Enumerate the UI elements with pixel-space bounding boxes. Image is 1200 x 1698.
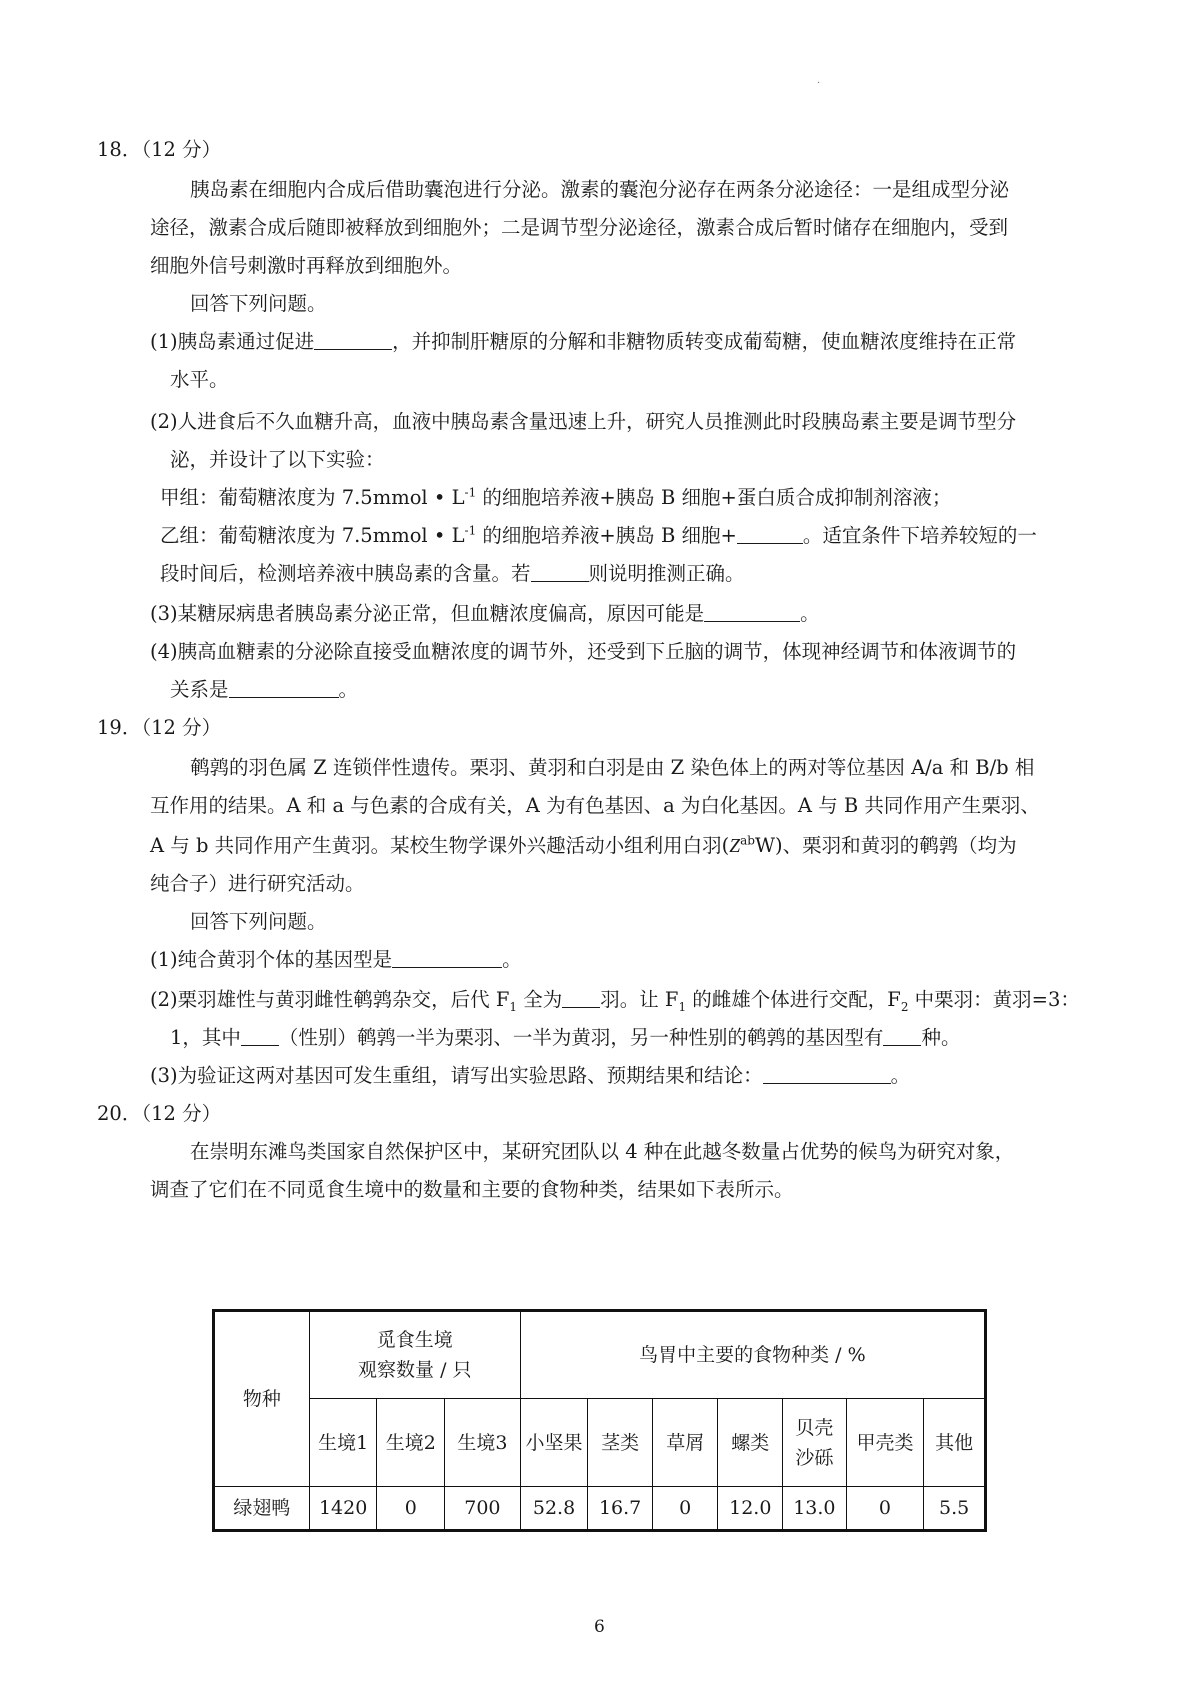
q19-part-1 xyxy=(150,945,522,975)
q19-p2-text-a: (2)栗羽雄性与黄羽雌性鹌鹑杂交，后代 F xyxy=(150,988,510,1011)
column-header: 其他 xyxy=(924,1399,986,1487)
q20-number: 20．（12 分） xyxy=(97,1102,222,1125)
table-cell: 12.0 xyxy=(718,1487,783,1531)
yi-text-b: 的细胞培养液+胰岛 B 细胞+ xyxy=(476,524,737,547)
answer-blank[interactable] xyxy=(562,987,600,1008)
column-header: 茎类 xyxy=(588,1399,653,1487)
habitat-header-line-1: 觅食生境 xyxy=(376,1329,453,1351)
q19-p2-line-2 xyxy=(170,1023,960,1053)
habitat-header xyxy=(309,1311,520,1399)
q18-p4-line-1: (4)胰高血糖素的分泌除直接受血糖浓度的调节外，还受到下丘脑的调节，体现神经调节和体液调节的 xyxy=(150,640,1017,663)
q19-prompt: 回答下列问题。 xyxy=(190,910,327,933)
f2-subscript: 2 xyxy=(900,999,909,1014)
genotype-superscript: ab xyxy=(740,833,755,848)
yi-text-c: 。适宜条件下培养较短的一 xyxy=(802,524,1037,547)
q18-p4-line-2 xyxy=(170,675,358,705)
table-cell: 52.8 xyxy=(520,1487,588,1531)
header-dot: · xyxy=(817,78,821,89)
column-header: 小坚果 xyxy=(520,1399,588,1487)
column-header: 草屑 xyxy=(652,1399,718,1487)
yi-exponent: -1 xyxy=(464,523,477,538)
table-header-row-2 xyxy=(214,1399,986,1487)
answer-blank[interactable] xyxy=(314,329,392,350)
table-cell: 13.0 xyxy=(783,1487,847,1531)
column-header: 生境1 xyxy=(309,1399,377,1487)
q18-intro-line-3: 细胞外信号刺激时再释放到细胞外。 xyxy=(150,254,463,277)
q18-p3-text-a: (3)某糖尿病患者胰岛素分泌正常，但血糖浓度偏高，原因可能是 xyxy=(150,602,705,625)
answer-blank[interactable] xyxy=(704,601,800,622)
jia-exponent: -1 xyxy=(464,485,477,500)
q19-part-3 xyxy=(150,1061,910,1091)
q19-intro-line-1: 鹌鹑的羽色属 Z 连锁伴性遗传。栗羽、黄羽和白羽是由 Z 染色体上的两对等位基因 A/a 和 B/b 相 xyxy=(190,756,1035,779)
q19-p1-text-a: (1)纯合黄羽个体的基因型是 xyxy=(150,948,393,971)
row-species: 绿翅鸭 xyxy=(214,1487,310,1531)
answer-blank[interactable] xyxy=(737,523,803,544)
q18-part-3 xyxy=(150,599,820,629)
genotype-z: Z xyxy=(729,836,741,857)
column-header: 生境2 xyxy=(377,1399,445,1487)
q19-p3-text-a: (3)为验证这两对基因可发生重组，请写出实验思路、预期结果和结论： xyxy=(150,1064,763,1087)
table-cell: 16.7 xyxy=(588,1487,653,1531)
table-cell: 1420 xyxy=(309,1487,377,1531)
q18-p3-text-b: 。 xyxy=(800,602,820,625)
q19-p2-text-b: 全为 xyxy=(517,988,563,1011)
q18-intro-line-1: 胰岛素在细胞内合成后借助囊泡进行分泌。激素的囊泡分泌存在两条分泌途径：一是组成型分泌 xyxy=(190,178,1010,201)
jia-text-b: 的细胞培养液+胰岛 B 细胞+蛋白质合成抑制剂溶液； xyxy=(476,486,952,509)
column-header: 螺类 xyxy=(718,1399,783,1487)
species-header: 物种 xyxy=(214,1311,310,1487)
column-header: 甲壳类 xyxy=(846,1399,924,1487)
answer-blank[interactable] xyxy=(229,677,339,698)
q18-p1-text-a: (1)胰岛素通过促进 xyxy=(150,330,315,353)
shell-gravel-line-1: 贝壳 xyxy=(795,1416,834,1439)
page-number: 6 xyxy=(594,1617,605,1637)
q18-p4-text-b: 关系是 xyxy=(170,678,229,701)
q18-p2-line-5 xyxy=(160,559,745,589)
q19-intro-text-a: A 与 b 共同作用产生黄羽。某校生物学课外兴趣活动小组利用白羽 xyxy=(150,834,722,857)
genotype-paren-close: ) xyxy=(775,834,783,857)
q19-p2-text-g: （性别）鹌鹑一半为栗羽、一半为黄羽，另一种性别的鹌鹑的基因型有 xyxy=(278,1026,884,1049)
q19-intro-line-4: 纯合子）进行研究活动。 xyxy=(150,872,365,895)
q19-p2-text-d: 的雌雄个体进行交配，F xyxy=(686,988,901,1011)
table-cell: 5.5 xyxy=(924,1487,986,1531)
bird-food-table xyxy=(212,1309,987,1532)
q19-p2-line-1 xyxy=(150,985,1080,1015)
yi-text-a: 乙组：葡萄糖浓度为 7.5mmol • L xyxy=(160,524,465,547)
q18-number: 18．（12 分） xyxy=(97,138,222,161)
table-cell: 0 xyxy=(652,1487,718,1531)
q18-p4-text-c: 。 xyxy=(338,678,359,701)
q18-group-yi xyxy=(160,521,1037,551)
q18-p2-line-1: (2)人进食后不久血糖升高，血液中胰岛素含量迅速上升，研究人员推测此时段胰岛素主要是调节型分 xyxy=(150,410,1017,433)
f1-subscript: 1 xyxy=(509,999,517,1014)
q19-p2-text-c: 羽。让 F xyxy=(600,988,679,1011)
q19-p1-text-b: 。 xyxy=(502,948,522,971)
q18-intro-line-2: 途径，激素合成后随即被释放到细胞外；二是调节型分泌途径，激素合成后暂时储存在细胞内，受到 xyxy=(150,216,1009,239)
table-row xyxy=(214,1487,986,1531)
q18-part-1 xyxy=(150,327,1016,357)
table-cell: 0 xyxy=(377,1487,445,1531)
q18-group-jia xyxy=(160,483,951,513)
q18-p1-text-b: ，并抑制肝糖原的分解和非糖物质转变成葡萄糖，使血糖浓度维持在正常 xyxy=(392,330,1017,353)
answer-blank[interactable] xyxy=(531,561,589,582)
answer-blank[interactable] xyxy=(763,1063,891,1084)
q18-p1-cont: 水平。 xyxy=(170,368,229,391)
q18-p2-line-2: 泌，并设计了以下实验： xyxy=(170,448,385,471)
answer-blank[interactable] xyxy=(241,1025,279,1046)
q19-p3-text-b: 。 xyxy=(890,1064,911,1087)
table-cell: 0 xyxy=(846,1487,924,1531)
table-cell: 700 xyxy=(445,1487,521,1531)
f1-subscript-2: 1 xyxy=(678,999,687,1014)
q18-p2-text-d: 则说明推测正确。 xyxy=(588,562,745,585)
q19-intro-line-2: 互作用的结果。A 和 a 与色素的合成有关，A 为有色基因、a 为白化基因。A 与 B 共同作用产生栗羽、 xyxy=(150,794,1040,817)
q18-p2-text-c: 段时间后，检测培养液中胰岛素的含量。若 xyxy=(160,562,531,585)
table-header-row-1 xyxy=(214,1311,986,1399)
answer-blank[interactable] xyxy=(392,947,502,968)
q19-intro-line-3 xyxy=(150,831,1017,862)
answer-blank[interactable] xyxy=(883,1025,921,1046)
habitat-header-line-2: 观察数量 / 只 xyxy=(358,1359,472,1381)
q20-intro-line-1: 在崇明东滩鸟类国家自然保护区中，某研究团队以 4 种在此越冬数量占优势的候鸟为研究对象， xyxy=(190,1140,1015,1163)
q20-intro-line-2: 调查了它们在不同觅食生境中的数量和主要的食物种类，结果如下表所示。 xyxy=(150,1178,794,1201)
shell-gravel-line-2: 沙砾 xyxy=(795,1446,834,1469)
q19-number: 19．（12 分） xyxy=(97,716,222,739)
genotype-paren-open: ( xyxy=(721,834,730,857)
column-header-shell-gravel xyxy=(783,1399,847,1487)
q19-p2-text-h: 种。 xyxy=(921,1026,961,1049)
column-header: 生境3 xyxy=(445,1399,521,1487)
q19-p2-text-f: 1，其中 xyxy=(170,1026,241,1049)
q19-intro-text-b: 、栗羽和黄羽的鹌鹑（均为 xyxy=(782,834,1017,857)
food-header: 鸟胃中主要的食物种类 / % xyxy=(520,1311,985,1399)
q19-p2-text-e: 中栗羽：黄羽=3： xyxy=(908,988,1080,1011)
q18-prompt: 回答下列问题。 xyxy=(190,292,327,315)
genotype-w: W xyxy=(754,834,776,857)
jia-text-a: 甲组：葡萄糖浓度为 7.5mmol • L xyxy=(160,486,465,509)
